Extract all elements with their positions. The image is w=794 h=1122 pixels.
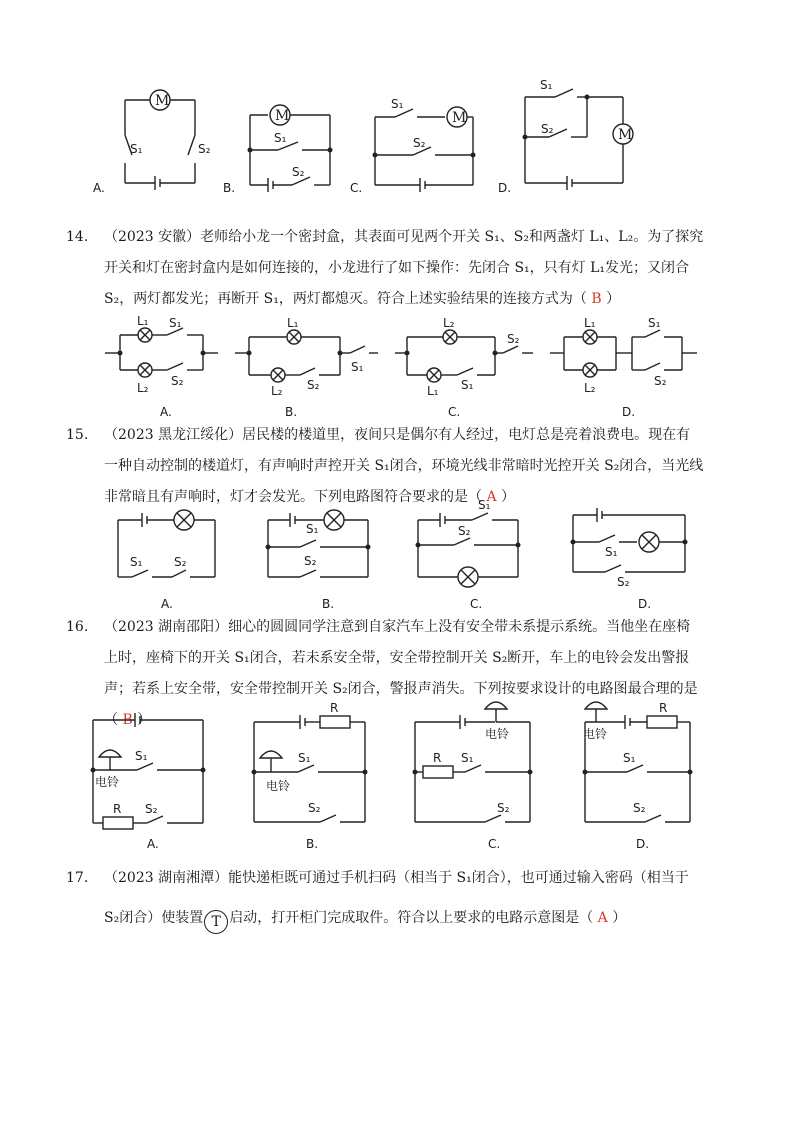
caption-14a: A. [160, 405, 172, 419]
answer: A [486, 489, 497, 505]
caption-16a: A. [147, 837, 159, 851]
close-paren: ） [137, 712, 152, 728]
svg-text:L₂: L₂ [584, 381, 596, 395]
close-paren: ） [606, 291, 621, 307]
circuit-15b [260, 505, 380, 590]
circuit-15d [565, 500, 695, 590]
svg-text:S₁: S₁ [623, 751, 636, 765]
svg-text:M: M [155, 93, 170, 109]
svg-text:电铃: 电铃 [583, 727, 608, 741]
device-t-icon: T [204, 910, 228, 934]
circuit-14c [395, 315, 535, 397]
circuit-16b [240, 700, 375, 830]
answer: A [597, 910, 608, 926]
svg-text:S₂: S₂ [654, 374, 667, 388]
question-number: 14. [66, 229, 89, 245]
close-paren: ） [612, 910, 627, 926]
question-text: （2023 湖南邵阳）细心的圆圆同学注意到自家汽车上没有安全带未系提示系统。当他坐在座椅上时，座椅下的开关 S₁闭合，若未系安全带，安全带控制开关 S₂断开，车上的电铃会发出警报声；若系上安全带，安全带控制开关 S₂闭合，警报声消失。下列按要求设计的电路图最合理的是（ [104, 619, 698, 728]
svg-text:S₂: S₂ [174, 555, 187, 569]
svg-text:R: R [330, 701, 339, 715]
caption-16b: B. [306, 837, 319, 851]
circuit-15a [110, 505, 225, 590]
svg-text:S₂: S₂ [413, 136, 426, 150]
question-text: （2023 黑龙江绥化）居民楼的楼道里，夜间只是偶尔有人经过，电灯总是亮着浪费电。现在有一种自动控制的楼道灯，有声响时声控开关 S₁闭合，环境光线非常暗时光控开关 S₂闭合，当光线非常暗且有声响时，灯才会发光。下列电路图符合要求的是（ [104, 427, 704, 505]
svg-text:S₂: S₂ [307, 378, 320, 392]
circuit-13b [240, 100, 340, 195]
svg-text:S₁: S₁ [298, 751, 311, 765]
caption-13d: D. [498, 181, 512, 195]
question-number: 17. [66, 870, 89, 886]
circuit-15c [410, 495, 530, 590]
svg-text:S₂: S₂ [507, 332, 520, 346]
caption-15d: D. [638, 597, 652, 611]
question-text-part1: （2023 湖南湘潭）能快递柜既可通过手机扫码（相当于 S₁闭合），也可通过输入密码（相当于 S₂闭合）使装置 [104, 870, 689, 926]
svg-text:S₁: S₁ [169, 316, 182, 330]
svg-text:电铃: 电铃 [266, 779, 291, 793]
svg-text:L₁: L₁ [427, 384, 439, 398]
svg-text:S₁: S₁ [130, 142, 143, 156]
svg-text:L₂: L₂ [271, 384, 283, 398]
svg-text:L₂: L₂ [137, 381, 149, 395]
circuit-13a [110, 85, 220, 195]
svg-text:S₂: S₂ [497, 801, 510, 815]
circuit-14d [550, 315, 700, 397]
svg-text:S₂: S₂ [458, 524, 471, 538]
svg-text:S₂: S₂ [633, 801, 646, 815]
svg-text:S₁: S₁ [648, 316, 661, 330]
svg-text:电铃: 电铃 [95, 775, 120, 789]
circuit-16d [575, 695, 700, 830]
svg-text:S₂: S₂ [541, 122, 554, 136]
svg-text:S₁: S₁ [478, 498, 491, 512]
svg-text:L₁: L₁ [584, 316, 596, 330]
svg-text:S₁: S₁ [461, 751, 474, 765]
svg-text:S₁: S₁ [605, 545, 618, 559]
svg-text:S₁: S₁ [130, 555, 143, 569]
circuit-14a [105, 315, 220, 395]
svg-text:L₁: L₁ [137, 314, 149, 328]
svg-text:S₂: S₂ [292, 165, 305, 179]
question-text-part2: 启动，打开柜门完成取件。符合以上要求的电路示意图是（ [229, 910, 594, 926]
caption-15a: A. [161, 597, 173, 611]
caption-13c: C. [350, 181, 363, 195]
caption-13a: A. [93, 181, 105, 195]
svg-text:R: R [659, 701, 668, 715]
caption-14d: D. [622, 405, 636, 419]
svg-text:S₂: S₂ [171, 374, 184, 388]
answer: B [122, 712, 133, 728]
caption-16c: C. [488, 837, 501, 851]
circuit-16a [85, 705, 210, 830]
question-14 [66, 222, 704, 315]
svg-text:R: R [433, 751, 442, 765]
circuit-16c [405, 695, 540, 830]
svg-text:S₁: S₁ [461, 378, 474, 392]
answer: B [591, 291, 602, 307]
caption-14c: C. [448, 405, 461, 419]
circuit-14b [235, 315, 380, 397]
svg-text:电铃: 电铃 [485, 727, 510, 741]
svg-text:S₁: S₁ [391, 97, 404, 111]
svg-text:M: M [275, 108, 290, 124]
svg-text:M: M [618, 127, 633, 143]
caption-16d: D. [636, 837, 650, 851]
svg-text:S₁: S₁ [306, 522, 319, 536]
svg-text:S₂: S₂ [308, 801, 321, 815]
svg-text:S₁: S₁ [135, 749, 148, 763]
svg-text:S₂: S₂ [304, 554, 317, 568]
caption-15b: B. [322, 597, 335, 611]
svg-text:M: M [452, 110, 467, 126]
svg-text:S₂: S₂ [145, 802, 158, 816]
close-paren: ） [501, 489, 516, 505]
svg-text:S₂: S₂ [198, 142, 211, 156]
caption-15c: C. [470, 597, 483, 611]
question-number: 16. [66, 619, 89, 635]
svg-text:S₁: S₁ [540, 78, 553, 92]
caption-14b: B. [285, 405, 298, 419]
svg-text:L₂: L₂ [443, 316, 455, 330]
svg-text:R: R [113, 802, 122, 816]
circuit-13c [365, 95, 475, 195]
question-text: （2023 安徽）老师给小龙一个密封盒，其表面可见两个开关 S₁、S₂和两盏灯 L₁、L₂。为了探究开关和灯在密封盒内是如何连接的，小龙进行了如下操作：先闭合 S₁，只有灯 L₁发光；又闭合 S₂，两灯都发光；再断开 S₁，两灯都熄灭。符合上述实验结果的连接方式为（ [104, 229, 704, 307]
svg-text:S₁: S₁ [274, 131, 287, 145]
svg-text:L₁: L₁ [287, 316, 299, 330]
question-number: 15. [66, 427, 89, 443]
caption-13b: B. [223, 181, 236, 195]
svg-text:S₁: S₁ [351, 360, 364, 374]
question-17 [66, 858, 704, 938]
circuit-13d [515, 75, 645, 190]
svg-text:S₂: S₂ [617, 575, 630, 589]
